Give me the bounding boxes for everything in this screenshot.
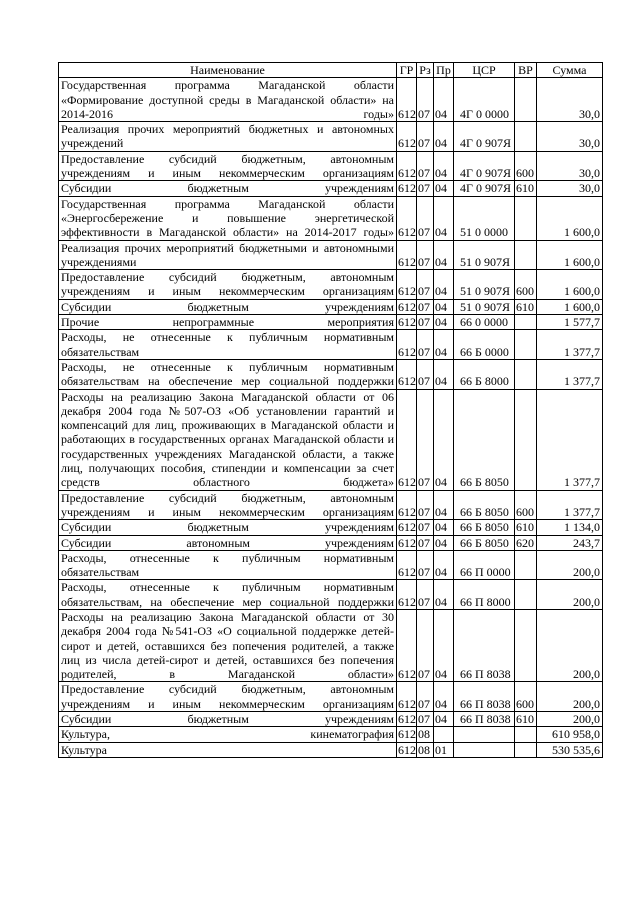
table-row (59, 181, 603, 196)
cell-sum: 1 377,7 (537, 330, 603, 360)
cell-rz: 07 (417, 78, 434, 122)
cell-gr: 612 (397, 580, 417, 610)
cell-vr (515, 78, 537, 122)
cell-pr: 04 (434, 359, 454, 389)
cell-gr: 612 (398, 742, 416, 757)
cell-pr: 04 (434, 330, 454, 360)
cell-vr (515, 580, 537, 610)
cell-gr: 612 (397, 240, 417, 270)
cell-sum: 1 377,7 (537, 389, 603, 490)
table-row (59, 550, 603, 580)
table-row (59, 122, 603, 152)
cell-csr: 51 0 0000 (454, 196, 515, 240)
cell-gr: 612 (398, 535, 416, 550)
cell-rz: 07 (417, 270, 434, 300)
cell-sum: 200,0 (537, 580, 603, 610)
table-row (59, 580, 603, 610)
cell-pr: 04 (434, 490, 454, 520)
cell-pr: 04 (434, 270, 454, 300)
cell-csr (454, 742, 515, 757)
cell-name: Субсидии автономным учреждениям (59, 535, 397, 550)
cell-gr: 612 (397, 196, 417, 240)
cell-csr: 4Г 0 907Я (454, 122, 515, 152)
cell-sum: 243,7 (537, 535, 603, 550)
header-vr: ВР (515, 63, 537, 78)
cell-rz: 07 (417, 196, 434, 240)
cell-csr: 66 П 8038 (454, 682, 515, 712)
cell-name: Прочие непрограммные мероприятия (59, 315, 397, 330)
cell-name: Расходы, отнесенные к публичным нормативным обязательствам, на обеспечение мер социальной поддержки (59, 580, 397, 610)
header-rz: Рз (417, 63, 434, 78)
cell-name: Реализация прочих мероприятий бюджетными и автономными учреждениями (59, 240, 397, 270)
header-csr: ЦСР (454, 63, 515, 78)
cell-sum: 530 535,6 (537, 742, 603, 757)
cell-vr: 610 (515, 299, 537, 314)
cell-vr: 600 (515, 151, 537, 181)
cell-pr: 04 (434, 535, 454, 550)
table-row (59, 742, 603, 757)
cell-rz: 08 (417, 727, 434, 742)
table-row (59, 712, 603, 727)
cell-pr: 04 (434, 196, 454, 240)
cell-name: Расходы, отнесенные к публичным нормативным обязательствам (59, 550, 397, 580)
cell-name: Государственная программа Магаданской области «Энергосбережение и повышение энергетической эффективности в Магаданской области» на 2014-2017 годы» (59, 196, 397, 240)
cell-gr: 612 (397, 122, 417, 152)
cell-gr: 612 (397, 330, 417, 360)
cell-name: Предоставление субсидий бюджетным, автономным учреждениям и иным некоммерческим организациям (59, 270, 397, 300)
table-row (59, 270, 603, 300)
table-row (59, 299, 603, 314)
cell-csr: 66 Б 8050 (454, 389, 515, 490)
cell-name: Расходы, не отнесенные к публичным нормативным обязательствам (59, 330, 397, 360)
table-row (59, 520, 603, 535)
cell-name: Расходы на реализацию Закона Магаданской области от 30 декабря 2004 года №541-ОЗ «О социальной поддержке детей-сирот и детей, оставшихся без попечения родителей, а также лиц из числа детей-сирот и детей, оставшихся без попечения родителей, в Магаданской области» (59, 609, 397, 681)
table-body (59, 78, 603, 758)
cell-pr: 04 (434, 299, 454, 314)
cell-pr: 04 (434, 580, 454, 610)
cell-rz: 07 (417, 580, 434, 610)
cell-vr (515, 240, 537, 270)
table-row (59, 727, 603, 742)
cell-pr: 04 (434, 609, 454, 681)
cell-pr: 04 (434, 389, 454, 490)
cell-sum: 1 377,7 (537, 490, 603, 520)
budget-table (58, 62, 603, 758)
cell-csr: 66 Б 0000 (454, 330, 515, 360)
cell-sum: 1 600,0 (537, 270, 603, 300)
cell-sum: 1 377,7 (537, 359, 603, 389)
cell-csr: 51 0 907Я (454, 299, 515, 314)
cell-csr: 66 Б 8050 (454, 520, 515, 535)
cell-rz: 07 (417, 535, 434, 550)
cell-name: Культура (59, 742, 397, 757)
table-row (59, 240, 603, 270)
cell-name: Субсидии бюджетным учреждениям (59, 520, 397, 535)
cell-name: Субсидии бюджетным учреждениям (59, 712, 397, 727)
cell-pr: 04 (434, 181, 454, 196)
cell-pr: 04 (434, 682, 454, 712)
cell-vr (515, 742, 537, 757)
cell-name: Реализация прочих мероприятий бюджетных и автономных учреждений (59, 122, 397, 152)
cell-vr (515, 122, 537, 152)
cell-csr: 66 Б 8050 (454, 490, 515, 520)
cell-rz: 07 (417, 520, 434, 535)
table-row (59, 151, 603, 181)
cell-sum: 200,0 (537, 712, 603, 727)
cell-csr: 66 П 8000 (454, 580, 515, 610)
header-pr: Пр (434, 63, 454, 78)
cell-pr (434, 727, 454, 742)
cell-sum: 1 134,0 (537, 520, 603, 535)
cell-sum: 1 600,0 (537, 240, 603, 270)
cell-vr (515, 609, 537, 681)
cell-gr: 612 (397, 78, 417, 122)
cell-csr: 4Г 0 0000 (454, 78, 515, 122)
cell-sum: 30,0 (537, 181, 603, 196)
cell-rz: 07 (417, 315, 434, 330)
cell-pr: 04 (434, 151, 454, 181)
cell-gr: 612 (397, 151, 417, 181)
cell-rz: 07 (417, 240, 434, 270)
cell-vr: 600 (515, 490, 537, 520)
cell-rz: 07 (417, 151, 434, 181)
cell-gr: 612 (397, 270, 417, 300)
cell-sum: 30,0 (537, 122, 603, 152)
cell-name: Расходы, не отнесенные к публичным нормативным обязательствам на обеспечение мер социальной поддержки (59, 359, 397, 389)
cell-rz: 07 (417, 299, 434, 314)
cell-csr: 51 0 907Я (454, 270, 515, 300)
cell-gr: 612 (397, 359, 417, 389)
cell-sum: 1 577,7 (537, 315, 603, 330)
cell-csr: 66 П 8038 (454, 712, 515, 727)
cell-sum: 200,0 (537, 682, 603, 712)
table-row (59, 330, 603, 360)
cell-pr: 04 (434, 712, 454, 727)
cell-pr: 01 (434, 742, 454, 757)
cell-gr: 612 (398, 712, 416, 727)
cell-sum: 1 600,0 (537, 196, 603, 240)
cell-sum: 200,0 (537, 550, 603, 580)
table-row (59, 359, 603, 389)
cell-csr: 51 0 907Я (454, 240, 515, 270)
cell-rz: 07 (417, 330, 434, 360)
cell-rz: 08 (417, 742, 434, 757)
table-row (59, 682, 603, 712)
cell-pr: 04 (434, 520, 454, 535)
table-row (59, 389, 603, 490)
cell-vr (515, 550, 537, 580)
cell-pr: 04 (434, 122, 454, 152)
cell-sum: 30,0 (537, 151, 603, 181)
cell-csr: 66 П 0000 (454, 550, 515, 580)
cell-gr: 612 (397, 609, 417, 681)
cell-gr: 612 (398, 181, 416, 196)
table-row (59, 490, 603, 520)
cell-vr (515, 727, 537, 742)
cell-name: Предоставление субсидий бюджетным, автономным учреждениям и иным некоммерческим организациям (59, 151, 397, 181)
cell-vr (515, 196, 537, 240)
cell-name: Культура, кинематография (59, 727, 397, 742)
cell-vr: 600 (515, 682, 537, 712)
cell-rz: 07 (417, 712, 434, 727)
cell-vr: 610 (515, 712, 537, 727)
cell-gr: 612 (397, 490, 417, 520)
cell-rz: 07 (417, 550, 434, 580)
header-name: Наименование (59, 63, 397, 78)
cell-pr: 04 (434, 240, 454, 270)
header-sum: Сумма (537, 63, 603, 78)
cell-sum: 30,0 (537, 78, 603, 122)
cell-csr: 66 П 8038 (454, 609, 515, 681)
cell-name: Расходы на реализацию Закона Магаданской области от 06 декабря 2004 года №507-ОЗ «Об установлении гарантий и компенсаций для лиц, проживающих в Магаданской области и работающих в государственных органах Магаданской области и государственных учреждениях Магаданской области, а также лиц, получающих пособия, стипендии и компенсации за счет средств областного бюджета» (59, 389, 397, 490)
cell-pr: 04 (434, 550, 454, 580)
cell-csr: 66 0 0000 (454, 315, 515, 330)
cell-gr: 612 (398, 299, 416, 314)
cell-gr: 612 (397, 389, 417, 490)
table-header-row (59, 63, 603, 78)
cell-csr: 66 Б 8050 (454, 535, 515, 550)
cell-vr (515, 315, 537, 330)
cell-rz: 07 (417, 682, 434, 712)
cell-gr: 612 (397, 550, 417, 580)
cell-gr: 612 (398, 520, 416, 535)
cell-rz: 07 (417, 490, 434, 520)
cell-rz: 07 (417, 122, 434, 152)
cell-name: Предоставление субсидий бюджетным, автономным учреждениям и иным некоммерческим организациям (59, 682, 397, 712)
cell-csr: 4Г 0 907Я (454, 151, 515, 181)
cell-vr: 600 (515, 270, 537, 300)
cell-sum: 610 958,0 (537, 727, 603, 742)
cell-vr: 610 (515, 181, 537, 196)
cell-name: Субсидии бюджетным учреждениям (59, 299, 397, 314)
header-gr: ГР (397, 63, 417, 78)
cell-name: Предоставление субсидий бюджетным, автономным учреждениям и иным некоммерческим организациям (59, 490, 397, 520)
cell-rz: 07 (417, 389, 434, 490)
cell-vr (515, 330, 537, 360)
cell-rz: 07 (417, 359, 434, 389)
table-row (59, 315, 603, 330)
cell-vr: 620 (515, 535, 537, 550)
cell-name: Субсидии бюджетным учреждениям (59, 181, 397, 196)
cell-name: Государственная программа Магаданской области «Формирование доступной среды в Магаданской области» на 2014-2016 годы» (59, 78, 397, 122)
cell-csr: 66 Б 8000 (454, 359, 515, 389)
cell-vr: 610 (515, 520, 537, 535)
cell-rz: 07 (417, 181, 434, 196)
cell-gr: 612 (398, 315, 416, 330)
budget-table-page (58, 62, 602, 758)
table-row (59, 535, 603, 550)
cell-sum: 1 600,0 (537, 299, 603, 314)
cell-rz: 07 (417, 609, 434, 681)
cell-gr: 612 (397, 682, 417, 712)
cell-gr: 612 (398, 727, 416, 742)
cell-csr: 4Г 0 907Я (454, 181, 515, 196)
table-row (59, 78, 603, 122)
table-row (59, 609, 603, 681)
cell-sum: 200,0 (537, 609, 603, 681)
cell-pr: 04 (434, 78, 454, 122)
cell-pr: 04 (434, 315, 454, 330)
cell-csr (454, 727, 515, 742)
cell-vr (515, 359, 537, 389)
table-row (59, 196, 603, 240)
cell-vr (515, 389, 537, 490)
